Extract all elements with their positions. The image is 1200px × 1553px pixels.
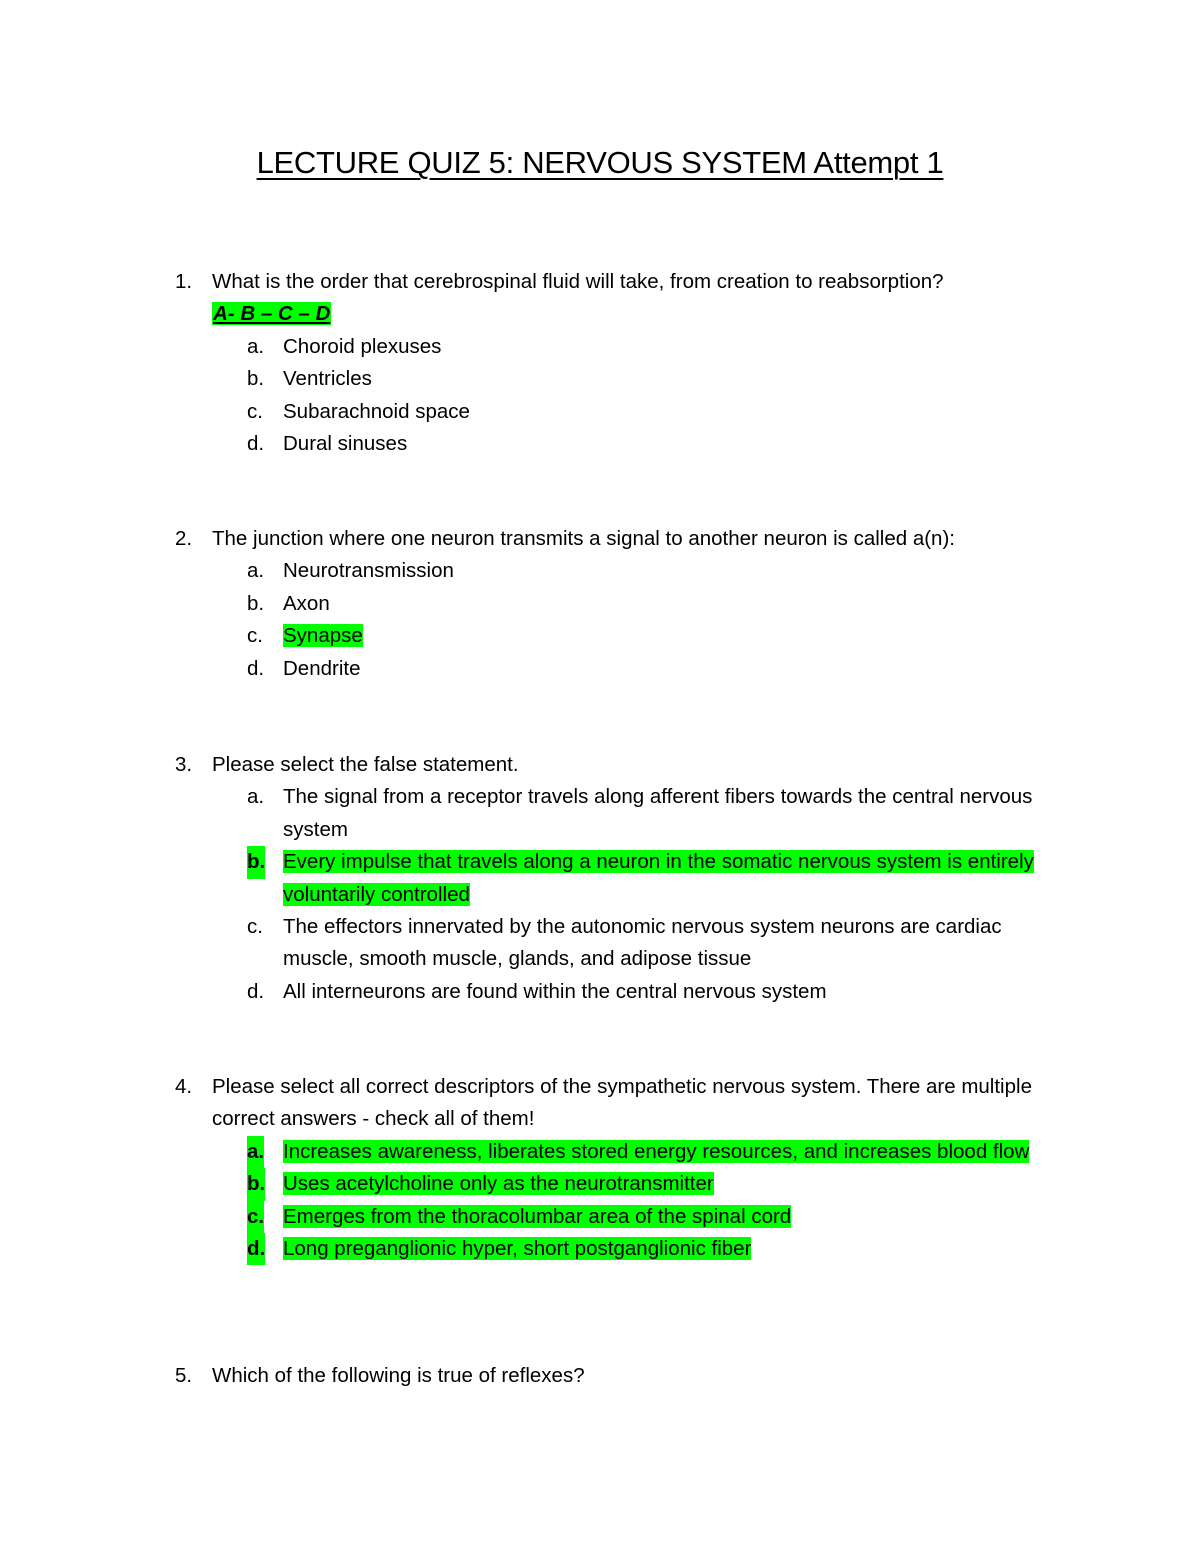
option-text-highlighted: Every impulse that travels along a neuron in the somatic nervous system is entirely voluntarily controlled [283,850,1034,906]
option-letter: a. [247,1136,264,1168]
option-text: Neurotransmission [283,559,454,583]
option-text-highlighted: Long preganglionic hyper, short postganglionic fiber [283,1237,752,1261]
option-letter: a. [247,559,265,583]
question-text: Please select all correct descriptors of the sympathetic nervous system. There are multiple correct answers - check all of them! [212,1075,1032,1131]
option-1c [175,396,1055,428]
option-letter: d. [247,1233,265,1265]
option-3c [175,911,1055,976]
option-text: The signal from a receptor travels along afferent fibers towards the central nervous system [283,785,1033,841]
option-text: Subarachnoid space [283,399,470,423]
option-letter: d. [247,656,265,680]
option-3d [175,976,1055,1008]
question-3-stem [175,749,1055,781]
question-2-stem [175,523,1055,555]
option-letter: c. [247,915,263,939]
option-letter: d. [247,979,265,1003]
question-text: The junction where one neuron transmits a signal to another neuron is called a(n): [212,527,955,550]
option-4b [175,1168,1055,1200]
option-letter: c. [247,1201,264,1233]
option-text: Choroid plexuses [283,334,442,358]
option-text: Ventricles [283,367,372,391]
question-number: 1. [175,270,193,293]
option-4c [175,1201,1055,1233]
option-letter: b. [247,1168,265,1200]
question-1-answer-key [175,298,1055,330]
question-number: 4. [175,1075,193,1098]
option-4a [175,1136,1055,1168]
option-text: Axon [283,591,330,615]
option-text-highlighted: Synapse [283,624,363,648]
option-letter: c. [247,624,263,648]
answer-key-text: A- B – C – D [213,302,331,326]
question-3 [175,749,1055,1008]
option-2a [175,555,1055,587]
option-1b [175,363,1055,395]
option-letter: b. [247,367,265,391]
question-1-stem [175,266,1055,298]
option-text-highlighted: Increases awareness, liberates stored energy resources, and increases blood flow [283,1139,1030,1163]
option-1a [175,331,1055,363]
option-1d [175,428,1055,460]
option-text: All interneurons are found within the central nervous system [283,979,827,1003]
option-4d [175,1233,1055,1265]
option-2d [175,653,1055,685]
question-text: Which of the following is true of reflexes? [212,1364,585,1387]
option-letter: b. [247,846,265,878]
option-letter: d. [247,432,265,456]
question-5 [175,1360,1055,1392]
option-letter: b. [247,591,265,615]
option-3b [175,846,1055,911]
question-4-stem [175,1071,1055,1136]
option-2b [175,588,1055,620]
question-number: 5. [175,1364,193,1387]
question-1 [175,266,1055,460]
option-letter: c. [247,399,263,423]
option-text-highlighted: Uses acetylcholine only as the neurotransmitter [283,1172,714,1196]
option-2c [175,620,1055,652]
question-4 [175,1071,1055,1265]
question-text: Please select the false statement. [212,753,519,776]
option-letter: a. [247,334,265,358]
document-title: LECTURE QUIZ 5: NERVOUS SYSTEM Attempt 1 [256,145,944,180]
question-number: 3. [175,753,193,776]
option-text: The effectors innervated by the autonomic nervous system neurons are cardiac muscle, smooth muscle, glands, and adipose tissue [283,915,1002,971]
option-text: Dendrite [283,656,361,680]
question-5-stem [175,1360,1055,1392]
option-3a [175,781,1055,846]
option-letter: a. [247,785,265,809]
question-2 [175,523,1055,685]
option-text: Dural sinuses [283,432,408,456]
option-text-highlighted: Emerges from the thoracolumbar area of the spinal cord [283,1204,792,1228]
question-text: What is the order that cerebrospinal fluid will take, from creation to reabsorption? [212,270,944,293]
question-number: 2. [175,527,193,550]
